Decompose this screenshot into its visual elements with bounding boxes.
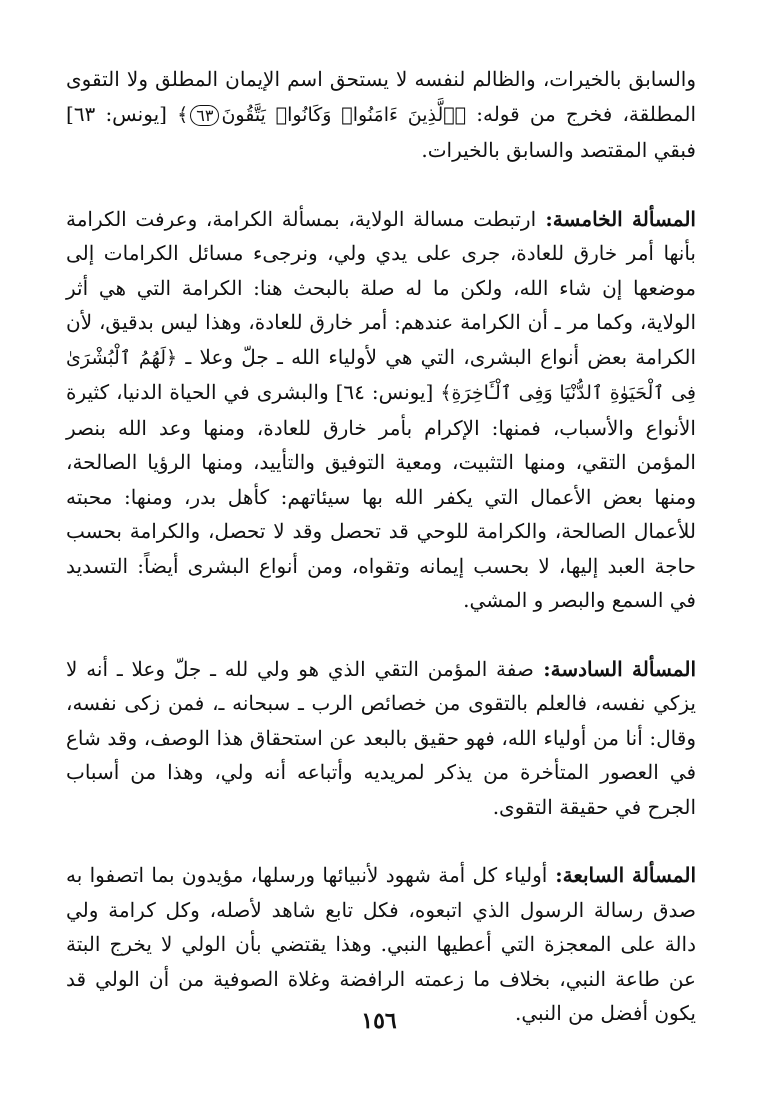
intro-text-after: [يونس: ٦٣] فبقي المقتصد والسابق بالخيرات.: [66, 101, 696, 162]
section-5-heading: المسألة الخامسة:: [536, 206, 696, 231]
quran-verse-yunus-64: ﴿لَهُمُ ٱلْبُشْرَىٰ فِى ٱلْحَيَوٰةِ ٱلدُّنْيَا وَفِى ٱلْـَٔاخِرَةِ﴾: [66, 346, 696, 404]
paragraph-gap: [66, 168, 696, 202]
section-7-paragraph: [66, 858, 696, 1031]
section-5-text-after: [يونس: ٦٤] والبشرى في الحياة الدنيا، كثيرة الأنواع والأسباب، فمنها: الإكرام بأمر خارق للعادة، ومنها وعد الله بنصر المؤمن التقي، ومنها التثبيت، ومعية التوفيق والتأييد، ومنها الرؤيا الصالحة، ومنها بعض الأعمال التي يكفر الله بها سيئاتهم: كأهل بدر، ومنها: محبته للأعمال الصالحة، والكرامة للوحي قد تحصل وقد لا تحصل، والكرامة بحسب حاجة العبد إليها، لا بحسب إيمانه وتقواه، ومن أنواع البشرى أيضاً: التسديد في السمع والبصر و المشي.: [66, 380, 696, 612]
section-5-paragraph: [66, 202, 696, 618]
section-7-heading: المسألة السابعة:: [547, 863, 697, 887]
section-6-paragraph: [66, 652, 696, 825]
section-5-text-before: ارتبطت مسالة الولاية، بمسألة الكرامة، وعرفت الكرامة بأنها أمر خارق للعادة، جرى على يدي ولي، ونرجىء مسائل الكرامات إلى موضعها إن شاء الله، ولكن ما له صلة بالبحث هنا: الكرامة التي هي أثر الولاية، وكما مر ـ أن الكرامة عندهم: أمر خارق للعادة، وهذا ليس بدقيق، لأن الكرامة بعض أنواع البشرى، التي هي لأولياء الله ـ جلّ وعلا ـ: [66, 206, 697, 369]
section-7-text: أولياء كل أمة شهود لأنبيائها ورسلها، مؤيدون بما اتصفوا به صدق رسالة الرسول الذي اتبعوه، فكل تابع شاهد لأصله، وكل كرامة ولي دالة على المعجزة التي أعطيها النبي. وهذا يقتضي بأن الولي لا يخرج البتة عن طاعة النبي، بخلاف ما زعمته الرافضة وغلاة الصوفية من أن الولي قد يكون أفضل من النبي.: [66, 863, 696, 1025]
section-6-text: صفة المؤمن التقي الذي هو ولي لله ـ جلّ وعلا ـ أنه لا يزكي نفسه، فالعلم بالتقوى من خصائص الرب ـ سبحانه ـ، فمن زكى نفسه، وقال: أنا من أولياء الله، فهو حقيق بالبعد عن استحقاق هذا الوصف، وقد شاع في العصور المتأخرة من يذكر لمريديه وأتباعه أنه ولي، وهذا من أسباب الجرح في حقيقة التقوى.: [66, 656, 697, 819]
page-number: ١٥٦: [361, 1008, 397, 1034]
section-6-heading: المسألة السادسة:: [533, 656, 696, 681]
intro-text-before: والسابق بالخيرات، والظالم لنفسه لا يستحق اسم الإيمان المطلق ولا التقوى المطلقة، فخرج من قوله:: [66, 67, 697, 126]
page-body: [66, 62, 696, 1031]
quran-verse-yunus-63: ﴿ٱلَّذِينَ ءَامَنُوا۟ وَكَانُوا۟ يَتَّقُونَ: [221, 103, 467, 126]
paragraph-gap: [66, 824, 696, 858]
paragraph-gap: [66, 618, 696, 652]
quran-verse-close: ﴾: [177, 103, 189, 126]
ayah-number-marker: ٦٣: [190, 105, 219, 126]
intro-paragraph: [66, 62, 696, 168]
